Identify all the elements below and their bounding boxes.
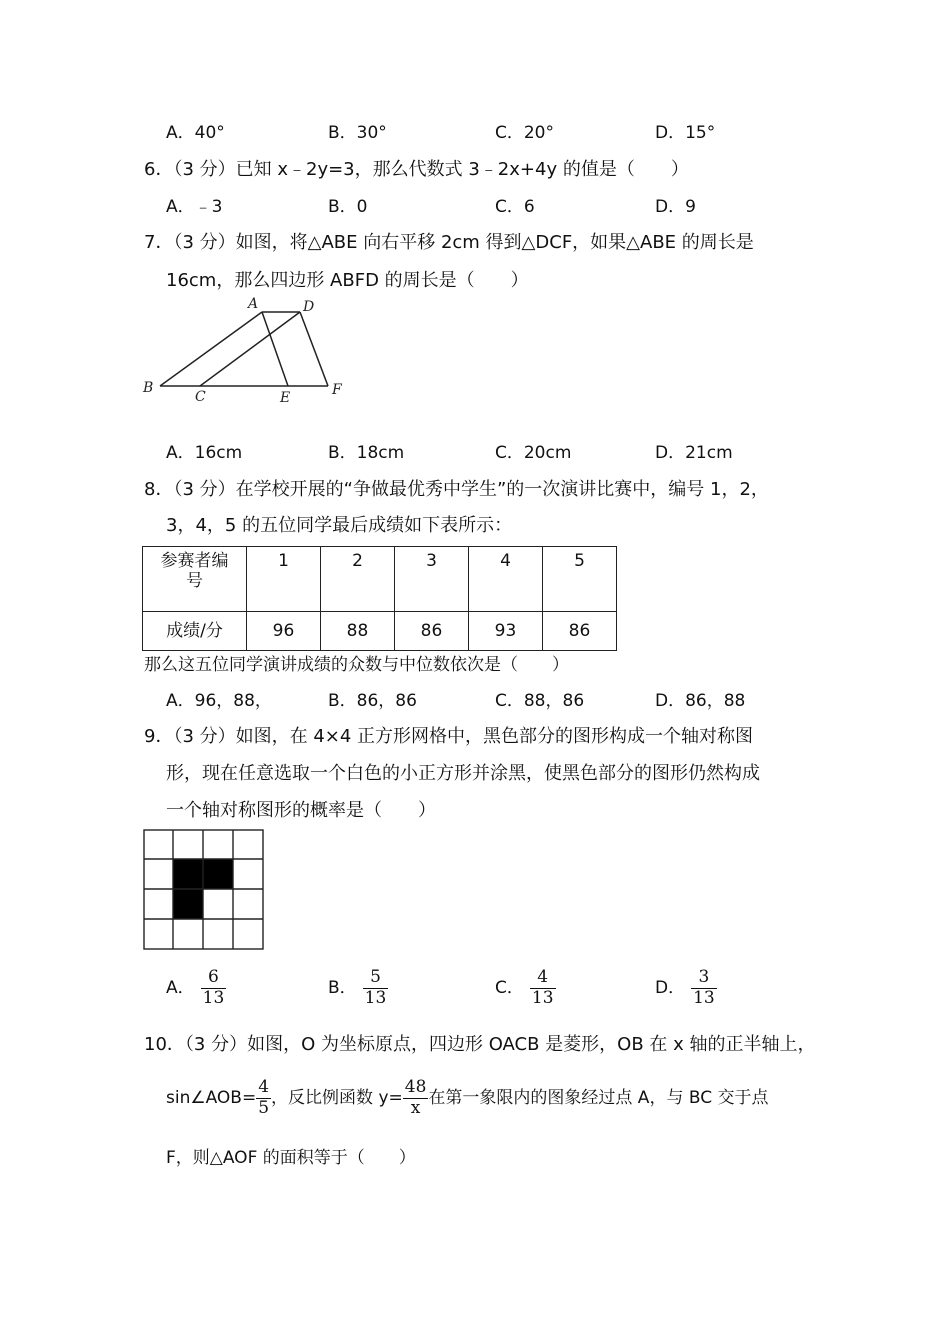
- q7-line2: 16cm，那么四边形 ABFD 的周长是（ ）: [166, 270, 529, 291]
- table-cell-id: 2: [321, 547, 395, 612]
- q10-line3: F，则△AOF 的面积等于（ ）: [166, 1148, 416, 1168]
- q7-label-d: D: [303, 299, 315, 315]
- q10-line2: sin∠AOB= $\frac{4}{5}$ ，反比例函数 y= $\frac{48}{x}$ 在第一象限内的图象经过点 A，与 BC 交于点: [166, 1077, 769, 1118]
- q7-option-c: C．20cm: [495, 443, 572, 463]
- table-cell-id: 4: [469, 547, 543, 612]
- q7-label-b: B: [143, 380, 154, 396]
- q8-option-a: A．96，88，: [166, 691, 272, 711]
- q8-after-text: 那么这五位同学演讲成绩的众数与中位数依次是（ ）: [144, 655, 569, 675]
- table-row-ids: [143, 547, 617, 612]
- q9-line2: 形，现在任意选取一个白色的小正方形并涂黑，使黑色部分的图形仍然构成: [166, 763, 760, 784]
- table-cell-id: 5: [543, 547, 617, 612]
- q7-figure: [140, 296, 350, 408]
- q9-option-b: B． $\frac{5}{13}$: [328, 967, 387, 1008]
- q5-option-c: C．20°: [495, 123, 555, 143]
- q8-option-c: C．88，86: [495, 691, 585, 711]
- q6-option-b: B．0: [328, 197, 368, 217]
- q5-option-b: B．30°: [328, 123, 387, 143]
- q7-segment-ba: [160, 312, 262, 386]
- table-cell-id: 3: [395, 547, 469, 612]
- q6-option-d: D．9: [655, 197, 696, 217]
- q8-score-table: [142, 546, 617, 651]
- q5-option-d: D．15°: [655, 123, 716, 143]
- q8-line1: 8．（3 分）在学校开展的“争做最优秀中学生”的一次演讲比赛中，编号 1，2，: [144, 479, 769, 500]
- grid-cell-black: [173, 889, 203, 919]
- q9-option-d: D． $\frac{3}{13}$: [655, 967, 715, 1008]
- q6-option-a: A．﹣3: [166, 197, 223, 217]
- q10-line1: 10．（3 分）如图，O 为坐标原点，四边形 OACB 是菱形，OB 在 x 轴的正半轴上，: [144, 1034, 816, 1055]
- q7-line1: 7．（3 分）如图，将△ABE 向右平移 2cm 得到△DCF，如果△ABE 的周长是: [144, 232, 754, 253]
- q7-segment-df: [300, 312, 328, 386]
- table-cell-score: 86: [395, 612, 469, 651]
- q7-label-f: F: [332, 382, 342, 398]
- q7-option-d: D．21cm: [655, 443, 733, 463]
- q7-label-c: C: [195, 389, 206, 405]
- q7-option-a: A．16cm: [166, 443, 243, 463]
- q5-option-a: A．40°: [166, 123, 225, 143]
- q8-option-b: B．86，86: [328, 691, 417, 711]
- grid-cell-black: [203, 859, 233, 889]
- q7-segment-cd: [200, 312, 300, 386]
- q9-grid-figure: [143, 829, 265, 951]
- q7-label-a: A: [248, 296, 259, 312]
- q8-option-d: D．86，88: [655, 691, 746, 711]
- table-cell-id: 1: [247, 547, 321, 612]
- q9-option-a: A． $\frac{6}{13}$: [166, 967, 225, 1008]
- q9-line3: 一个轴对称图形的概率是（ ）: [166, 800, 436, 821]
- table-row-scores: [143, 612, 617, 651]
- table-cell-score: 96: [247, 612, 321, 651]
- table-header-participant: 参赛者编 号: [143, 547, 247, 612]
- q6-text: 6．（3 分）已知 x﹣2y=3，那么代数式 3﹣2x+4y 的值是（ ）: [144, 159, 689, 180]
- q7-option-b: B．18cm: [328, 443, 405, 463]
- q9-option-c: C． $\frac{4}{13}$: [495, 967, 554, 1008]
- table-header-score: 成绩/分: [143, 612, 247, 651]
- q6-option-c: C．6: [495, 197, 535, 217]
- grid-cell-black: [173, 859, 203, 889]
- q8-line2: 3，4，5 的五位同学最后成绩如下表所示：: [166, 515, 513, 536]
- q9-line1: 9．（3 分）如图，在 4×4 正方形网格中，黑色部分的图形构成一个轴对称图: [144, 726, 754, 747]
- table-cell-score: 86: [543, 612, 617, 651]
- q7-label-e: E: [280, 390, 291, 406]
- table-cell-score: 88: [321, 612, 395, 651]
- table-cell-score: 93: [469, 612, 543, 651]
